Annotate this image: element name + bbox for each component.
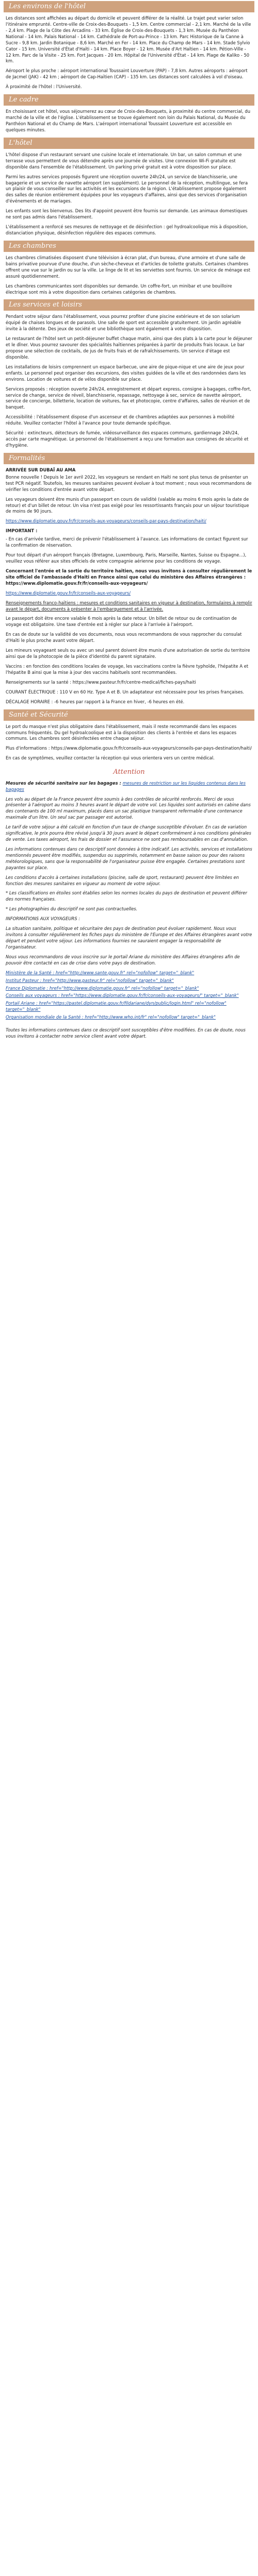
formalites-paragraph: Les mineurs voyageant seuls ou avec un seul parent doivent être munis d'une autorisation de sortie du territoire ainsi que de la photocopie de la pièce d'identité du parent signataire. <box>6 648 250 659</box>
environs-paragraph: Les distances sont affichées au départ du domicile et peuvent différer de la réalité. Le trajet peut varier selon l'itinéraire emprunté. Centre-ville de Croix-des-Bouquets - 1,5 km. Centre commercial - 2,1 km. Marché de la ville - 2,4 km. Plage de la Côte des Arcadins - 33 km. Église de Croix-des-Bouquets - 1,3 km. Musée du Panthéon National - 14 km. Palais National - 14 km. Cathédrale de Port-au-Prince - 13 km. Parc Historique de la Canne à Sucre - 9,8 km. Jardin Botanique - 8,6 km. Marché en Fer - 14 km. Place du Champ de Mars - 14 km. Stade Sylvio Cator - 15 km. Université d'État d'Haïti - 14 km. Place Boyer - 12 km. Musée d'Art Haïtien - 14 km. Pétion-Ville - 12 km. Parc de la Visite - 25 km. Fort Jacques - 20 km. Hôpital de l'Université d'État - 14 km. Plage de Kaliko - 50 km. <box>6 15 251 64</box>
section-title-environs: Les environs de l'hôtel <box>4 1 254 12</box>
environs-paragraph: À proximité de l'hôtel : l'Université. <box>6 84 82 90</box>
environs-paragraph: Aéroport le plus proche : aéroport international Toussaint Louverture (PAP) - 7,8 km. Autres aéroports : aéroport de Jacmel (JAK) - 42 km ; aéroport de Cap-Haïtien (CAP) - 135 km. Les distances sont calculées à vol d'oiseau. <box>6 68 248 80</box>
useful-link[interactable]: Portail Ariane : href="https://pastel.diplomatie.gouv.fr/fildariane/dyn/public/login.html" rel="nofollow" target="_blank" <box>6 1001 227 1012</box>
attention-paragraph: Les conditions d'accès à certaines installations (piscine, salle de sport, restaurant) peuvent être limitées en fonction des mesures sanitaires en vigueur au moment de votre séjour. <box>6 874 239 886</box>
formalites-paragraph: En cas de doute sur la validité de vos documents, nous vous recommandons de vous rapprocher du consulat d'Haïti le plus proche avant votre départ. <box>6 632 242 643</box>
formalites-paragraph: - En cas d'arrivée tardive, merci de prévenir l'établissement à l'avance. Les informations de contact figurent sur la confirmation de réservation. <box>6 536 248 548</box>
attention-title: Attention <box>113 768 145 776</box>
section-title-cadre: Le cadre <box>4 94 254 106</box>
section-attention <box>4 781 254 1040</box>
formalites-paragraph: Concernant l'entrée et la sortie du territoire haïtien, nous vous invitons à consulter régulièrement le site officiel de l'ambassade d'Haïti en France ainsi que celui du ministère des Affaires étrangères : https://www.diplomatie.gouv.fr/fr/conseils-aux-voyageurs/ <box>6 568 252 586</box>
section-services <box>4 314 254 449</box>
formalites-paragraph: Le passeport doit être encore valable 6 mois après la date retour. Un billet de retour ou de continuation de voyage est obligatoire. Une taxe d'entrée est à régler sur place à l'arrivée à l'aéroport. <box>6 616 237 628</box>
attention-paragraph: Nous vous recommandons de vous inscrire sur le portail Ariane du ministère des Affaires étrangères afin de pouvoir être contacté en cas de crise dans votre pays de destination. <box>6 954 240 965</box>
sante-paragraph: En cas de symptômes, veuillez contacter la réception qui vous orientera vers un centre médical. <box>6 755 215 761</box>
attention-paragraph: Le tarif de votre séjour a été calculé en fonction d'un taux de change susceptible d'évoluer. En cas de variation significative, le prix pourra être révisé jusqu'à 30 jours avant le départ conformément à nos conditions générales de vente. Les taxes aéroport, les frais de dossier et l'assurance ne sont pas remboursables en cas d'annulation. <box>6 824 251 842</box>
useful-links <box>6 970 252 1021</box>
attention-lead: Mesures de sécurité sanitaire sur les bagages : <box>6 780 123 786</box>
useful-link[interactable]: France Diplomatie : href="http://www.diplomatie.gouv.fr" rel="nofollow" target="_blank" <box>6 985 199 991</box>
services-paragraph: Services proposés : réception ouverte 24h/24, enregistrement et départ express, consigne à bagages, coffre-fort, service de change, service de réveil, blanchisserie, repassage, nettoyage à sec, service de navette aéroport, service de concierge, billetterie, location de voitures, fax et photocopie, centre d'affaires, salles de réunion et de banquet. <box>6 386 251 410</box>
section-title-chambres: Les chambres <box>4 241 254 252</box>
section-sante <box>4 724 254 762</box>
sante-paragraph: Le port du masque n'est plus obligatoire dans l'établissement, mais il reste recommandé dans les espaces communs fréquentés. Du gel hydroalcoolique est à la disposition des clients à l'entrée et dans les espaces communs. Les chambres sont désinfectées entre chaque séjour. <box>6 723 237 741</box>
attention-paragraph: INFORMATIONS AUX VOYAGEURS : <box>6 916 80 922</box>
formalites-label: ARRIVÉE SUR DUBAÏ AU AMA <box>6 467 76 472</box>
formalites-important-label: IMPORTANT : <box>6 528 38 534</box>
liquides-link[interactable]: mesures de restriction sur les liquides contenus dans les bagages <box>6 780 246 792</box>
services-paragraph: Accessibilité : l'établissement dispose d'un ascenseur et de chambres adaptées aux personnes à mobilité réduite. Veuillez contacter l'hôtel à l'avance pour toute demande spécifique. <box>6 414 235 426</box>
formalites-paragraph: COURANT ÉLECTRIQUE : 110 V en 60 Hz. Type A et B. Un adaptateur est nécessaire pour les prises françaises. <box>6 689 245 694</box>
chambres-paragraph: Les chambres climatisées disposent d'une télévision à écran plat, d'un bureau, d'une armoire et d'une salle de bains privative pourvue d'une douche, d'un sèche-cheveux et d'articles de toilette gratuits. Certaines chambres offrent une vue sur le jardin ou sur la ville. Le linge de lit et les serviettes sont fournis. Un service de ménage est assuré quotidiennement. <box>6 255 250 279</box>
sante-paragraph: Plus d'informations : https://www.diplomatie.gouv.fr/fr/conseils-aux-voyageurs/conseils-par-pays-destination/haiti/ <box>6 745 252 751</box>
attention-paragraph <box>6 781 252 793</box>
formalites-paragraph: Les voyageurs doivent être munis d'un passeport en cours de validité (valable au moins 6 mois après la date de retour) et d'un billet de retour. Un visa n'est pas exigé pour les ressortissants français pour un séjour touristique de moins de 90 jours. <box>6 496 249 514</box>
attention-paragraph: * Les classifications en étoiles sont établies selon les normes locales du pays de destination et peuvent différer des normes françaises. <box>6 890 247 902</box>
section-title-services: Les services et loisirs <box>4 299 254 311</box>
section-environs <box>4 15 254 90</box>
section-formalites <box>4 467 254 705</box>
attention-paragraph: Les informations contenues dans ce descriptif sont données à titre indicatif. Les activités, services et installations mentionnés peuvent être modifiés, suspendus ou supprimés, notamment en basse saison ou pour des raisons météorologiques, sans que la responsabilité de l'organisateur puisse être engagée. Certaines prestations sont payantes sur place. <box>6 846 252 870</box>
conseils-voyageurs-link[interactable]: https://www.diplomatie.gouv.fr/fr/conseils-aux-voyageurs/ <box>6 590 131 596</box>
section-chambres <box>4 255 254 296</box>
useful-link[interactable]: Conseils aux voyageurs : href="https://www.diplomatie.gouv.fr/fr/conseils-aux-voyageurs/" target="_blank" <box>6 993 239 998</box>
formalites-paragraph: Vaccins : en fonction des conditions locales de voyage, les vaccinations contre la fièvre typhoïde, l'hépatite A et l'hépatite B ainsi que la mise à jour des vaccins habituels sont recommandées. <box>6 663 249 675</box>
hotel-paragraph: Parmi les autres services proposés figurent une réception ouverte 24h/24, un service de blanchisserie, une bagagerie et un service de navette aéroport (en supplément). Le personnel de la réception, multilingue, se fera un plaisir de vous conseiller sur les activités et les excursions de la région. L'établissement propose également des salles de réunion entièrement équipées pour les voyageurs d'affaires, ainsi que des services d'organisation d'événements et de mariages. <box>6 174 248 204</box>
useful-link[interactable]: Institut Pasteur : href="http://www.pasteur.fr" rel="nofollow" target="_blank" <box>6 977 174 983</box>
hotel-paragraph: L'établissement a renforcé ses mesures de nettoyage et de désinfection : gel hydroalcoolique mis à disposition, distanciation physique, désinfection régulière des espaces communs. <box>6 224 248 235</box>
attention-paragraph: * Les photographies du descriptif ne sont pas contractuelles. <box>6 906 138 912</box>
cadre-paragraph: En choisissant cet hôtel, vous séjournerez au cœur de Croix-des-Bouquets, à proximité du centre commercial, du marché de la ville et de l'église. L'établissement se trouve également non loin du Palais National, du Musée du Panthéon National et du Champ de Mars. L'aéroport international Toussaint Louverture est accessible en quelques minutes. <box>6 109 251 132</box>
section-title-hotel: L'hôtel <box>4 138 254 149</box>
formalites-paragraph: DÉCALAGE HORAIRE : -6 heures par rapport à la France en hiver, -6 heures en été. <box>6 699 185 704</box>
hotel-paragraph: Les enfants sont les bienvenus. Des lits d'appoint peuvent être fournis sur demande. Les animaux domestiques ne sont pas admis dans l'établissement. <box>6 208 248 220</box>
page <box>4 0 254 1046</box>
formalites-paragraph: Bonne nouvelle ! Depuis le 1er avril 2022, les voyageurs se rendant en Haïti ne sont plus tenus de présenter un test PCR négatif. Toutefois, les mesures sanitaires peuvent évoluer à tout moment ; nous vous recommandons de vérifier les conditions d'entrée avant votre départ. <box>6 474 252 492</box>
services-paragraph: Les installations de loisirs comprennent un espace barbecue, une aire de pique-nique et une aire de jeux pour enfants. Le personnel peut organiser des excursions, des visites guidées de la ville et des randonnées dans les environs. Location de voitures et de vélos disponible sur place. <box>6 364 246 382</box>
services-paragraph: Pendant votre séjour dans l'établissement, vous pourrez profiter d'une piscine extérieure et de son solarium équipé de chaises longues et de parasols. Une salle de sport est accessible gratuitement. Un jardin agréable invite à la détente. Des jeux de société et une bibliothèque sont également à votre disposition. <box>6 314 241 332</box>
chambres-paragraph: Les chambres communicantes sont disponibles sur demande. Un coffre-fort, un minibar et une bouilloire électrique sont mis à votre disposition dans certaines catégories de chambres. <box>6 283 232 295</box>
formalites-paragraph: Renseignements sur la santé : https://www.pasteur.fr/fr/centre-medical/fiches-pays/haiti <box>6 679 196 685</box>
formalites-paragraph: Renseignements franco-haïtiens : mesures et conditions sanitaires en vigueur à destination, formulaires à remplir avant le départ, documents à présenter à l'embarquement et à l'arrivée. <box>6 600 252 612</box>
section-cadre <box>4 109 254 133</box>
useful-link[interactable]: Organisation mondiale de la Santé : href="http://www.who.int/fr" rel="nofollow" target="_blank" <box>6 1014 216 1020</box>
hotel-paragraph: L'hôtel dispose d'un restaurant servant une cuisine locale et internationale. Un bar, un salon commun et une terrasse vous permettent de vous détendre après une journée de visites. Une connexion Wi-Fi gratuite est disponible dans l'ensemble de l'établissement. Un parking privé gratuit est à votre disposition sur place. <box>6 151 242 170</box>
section-title-sante: Santé et Sécurité <box>4 709 254 721</box>
attention-paragraph: Toutes les informations contenues dans ce descriptif sont susceptibles d'être modifiées. En cas de doute, nous vous invitons à contacter notre service client avant votre départ. <box>6 1027 246 1039</box>
formalites-paragraph: Pour tout départ d'un aéroport français (Bretagne, Luxembourg, Paris, Marseille, Nantes, Suisse ou Espagne...), veuillez vous référer aux sites officiels de votre compagnie aérienne pour les conditions de voyage. <box>6 552 247 564</box>
attention-paragraph: Les vols au départ de la France peuvent être soumis à des contrôles de sécurité renforcés. Merci de vous présenter à l'aéroport au moins 3 heures avant le départ de votre vol. Les liquides sont autorisés en cabine dans des contenants de 100 ml maximum, placés dans un sac plastique transparent refermable d'une contenance maximale d'un litre. Un seul sac par passager est autorisé. <box>6 796 251 820</box>
attention-paragraph: La situation sanitaire, politique et sécuritaire des pays de destination peut évoluer rapidement. Nous vous invitons à consulter régulièrement les fiches pays du ministère de l'Europe et des Affaires étrangères avant votre départ et pendant votre séjour. Les informations fournies ne sauraient engager la responsabilité de l'organisateur. <box>6 926 252 950</box>
useful-link[interactable]: Ministère de la Santé : href="http://www.sante.gouv.fr" rel="nofollow" target="_blank" <box>6 970 195 975</box>
section-title-formalites: Formalités <box>4 453 254 464</box>
diplomatie-link[interactable]: https://www.diplomatie.gouv.fr/fr/conseils-aux-voyageurs/conseils-par-pays-destination/haiti/ <box>6 518 206 524</box>
section-hotel <box>4 152 254 236</box>
services-paragraph: Le restaurant de l'hôtel sert un petit-déjeuner buffet chaque matin, ainsi que des plats à la carte pour le déjeuner et le dîner. Vous pourrez savourer des spécialités haïtiennes préparées à partir de produits frais locaux. Le bar propose une sélection de cocktails, de jus de fruits frais et de rafraîchissements. Un service d'étage est disponible. <box>6 336 252 360</box>
services-paragraph: Sécurité : extincteurs, détecteurs de fumée, vidéosurveillance des espaces communs, gardiennage 24h/24, accès par carte magnétique. Le personnel de l'établissement a reçu une formation aux consignes de sécurité et d'hygiène. <box>6 430 249 448</box>
